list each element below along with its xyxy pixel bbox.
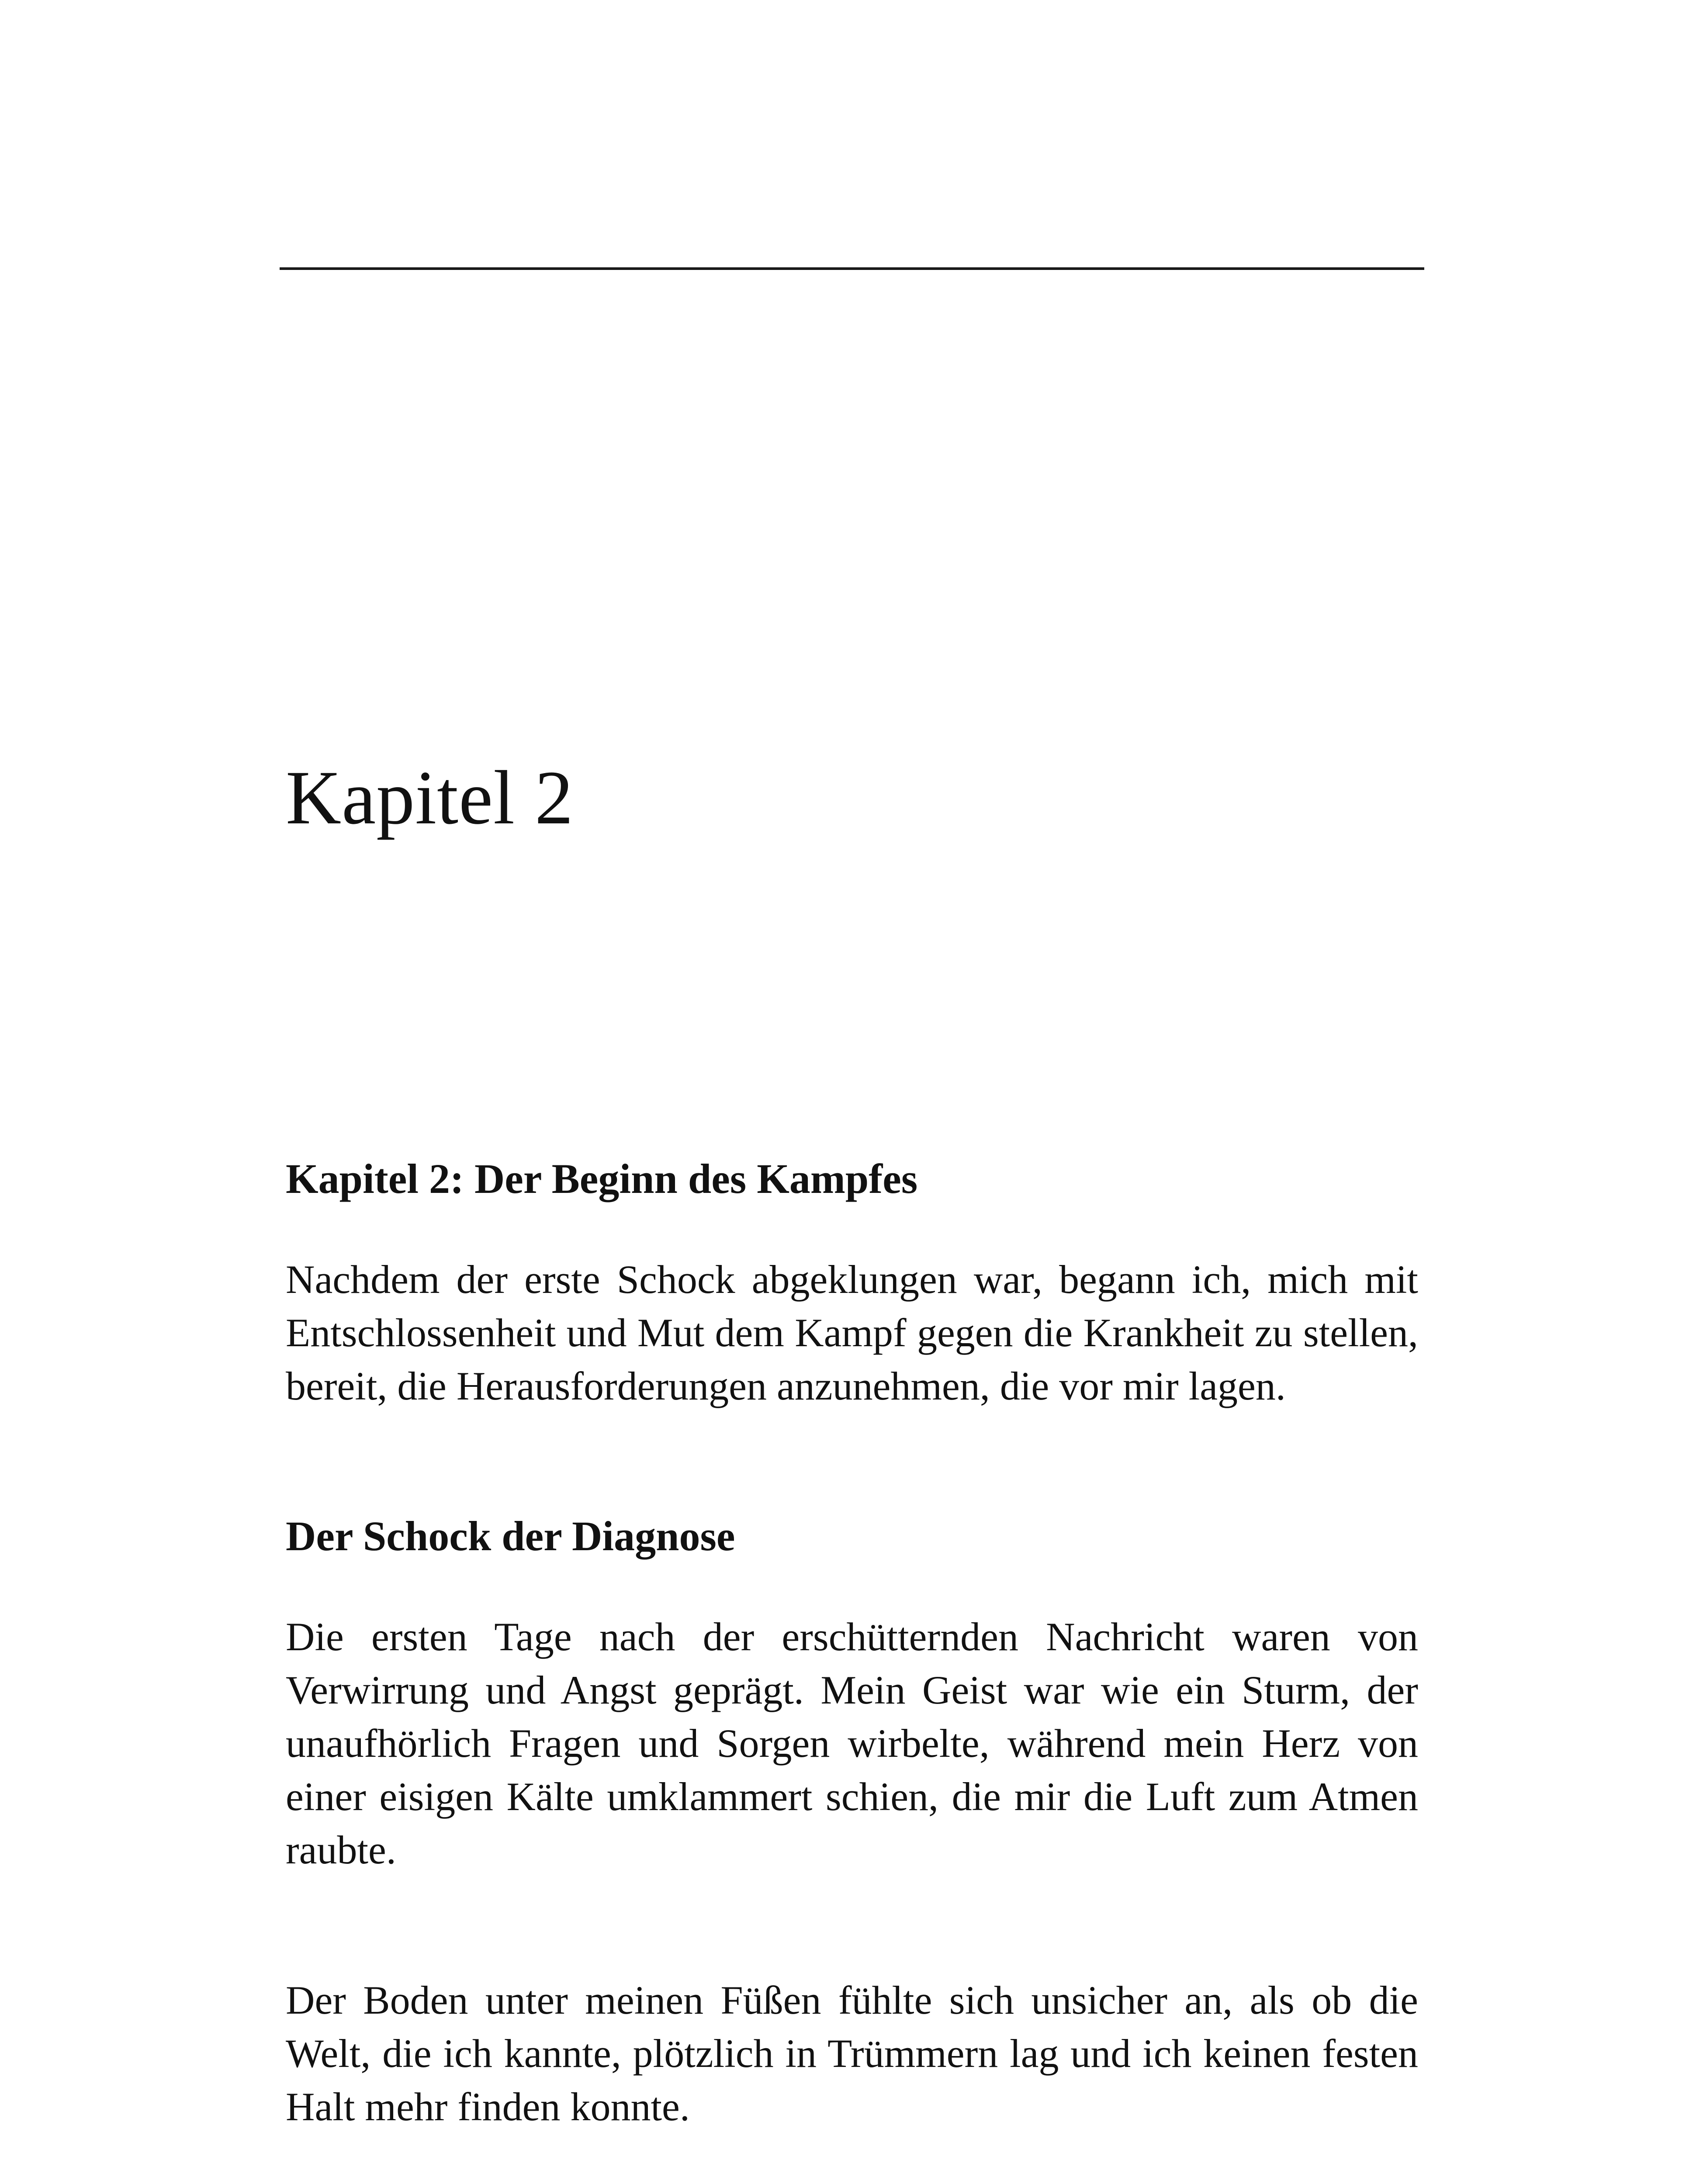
paragraph-boden: Der Boden unter meinen Füßen fühlte sich unsicher an, als ob die Welt, die ich kannte, plötzlich in Trümmern lag und ich keinen festen Halt mehr finden konnte. (286, 1978, 1418, 2129)
paragraph-erste-tage: Die ersten Tage nach der erschütternden Nachricht waren von Verwirrung und Angst geprägt. Mein Geist war wie ein Sturm, der unaufhörlich Fragen und Sorgen wirbelte, während mein Herz von einer eisigen Kälte umklammert schien, die mir die Luft zum Atmen raubte. (286, 1614, 1418, 1872)
chapter-title: Kapitel 2 (286, 755, 574, 840)
top-horizontal-rule (280, 267, 1424, 270)
paragraph-intro: Nachdem der erste Schock abgeklungen war, begann ich, mich mit Entschlossenheit und Mut dem Kampf gegen die Krankheit zu stellen, bereit, die Herausforderungen anzunehmen, die vor mir lagen. (286, 1257, 1418, 1408)
chapter-body (286, 1152, 1418, 2133)
section-heading-schock-der-diagnose: Der Schock der Diagnose (286, 1513, 735, 1559)
section-heading-beginn-des-kampfes: Kapitel 2: Der Beginn des Kampfes (286, 1155, 918, 1202)
